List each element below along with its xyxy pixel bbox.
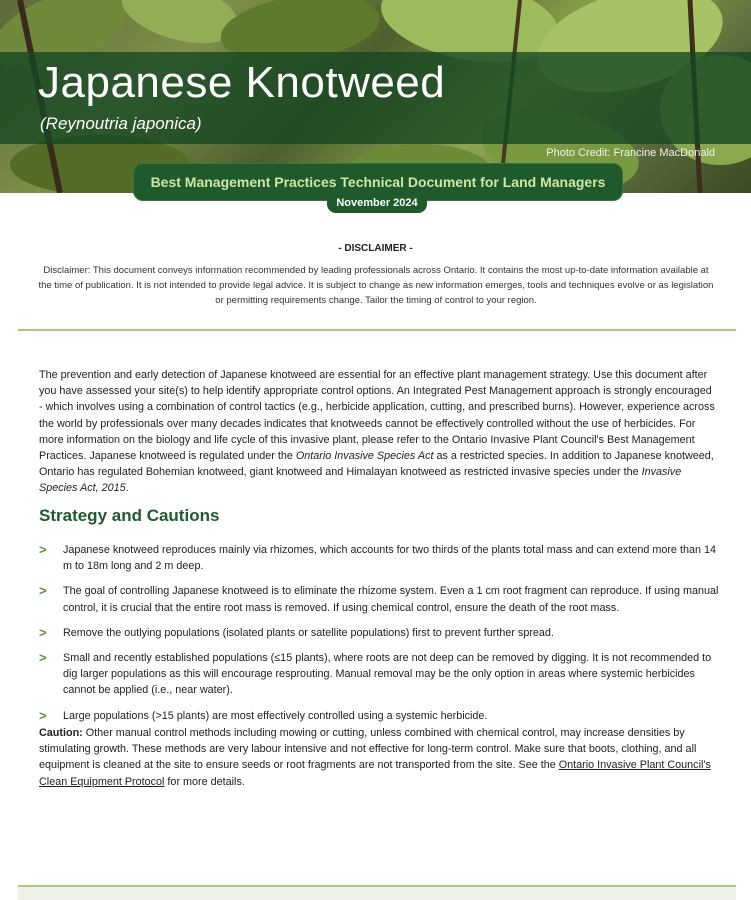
strategy-list xyxy=(39,542,719,733)
list-item: > Large populations (>15 plants) are most effectively controlled using a systemic herbicide. xyxy=(39,707,488,723)
list-item: > The goal of controlling Japanese knotweed is to eliminate the rhizome system. Even a 1 cm root fragment can reproduce. If using manual control, it is crucial that the entire root mass is removed. If using chemical control, ensure the death of the root mass. xyxy=(39,583,719,614)
clean-equipment-protocol-link[interactable]: Ontario Invasive Plant Council's Clean Equipment Protocol xyxy=(39,759,711,788)
disclaimer-heading: - DISCLAIMER - xyxy=(338,243,413,254)
act-name: Ontario Invasive Species Act xyxy=(295,450,434,463)
caution-label: Caution: xyxy=(39,727,83,739)
document-type-banner: Best Management Practices Technical Document for Land Managers xyxy=(133,163,623,201)
caution-paragraph: Caution: Other manual control methods including mowing or cutting, unless combined with chemical control, may increase densities by stimulating growth. These methods are very labour intensive and not effective for long-term control. Make sure that boots, clothing, and all equipment is cleaned at the site to ensure seeds or root fragments are not transported from the site. See the Ontario Invasive Plant Council's Clean Equipment Protocol for more details. xyxy=(39,727,711,788)
section-heading-strategy: Strategy and Cautions xyxy=(39,506,220,525)
chevron-right-icon: > xyxy=(39,542,47,557)
list-item: > Japanese knotweed reproduces mainly via rhizomes, which accounts for two thirds of the plants total mass and can extend more than 14 m to 18m long and 2 m deep. xyxy=(39,542,716,573)
chevron-right-icon: > xyxy=(39,650,47,666)
divider xyxy=(18,329,736,331)
act-name: Invasive Species Act, 2015 xyxy=(39,466,682,495)
chevron-right-icon: > xyxy=(39,707,47,723)
chevron-right-icon: > xyxy=(39,624,47,640)
footer-band xyxy=(18,885,736,900)
chevron-right-icon: > xyxy=(39,583,47,599)
scientific-name: (Reynoutria japonica) xyxy=(40,114,202,133)
page-title: Japanese Knotweed xyxy=(38,58,446,107)
list-item: > Small and recently established populations (≤15 plants), where roots are not deep can be removed by digging. It is not recommended to dig larger populations as this will encourage resprouting. Manual removal may be the only option in areas where systemic herbicides cannot be applied (i.e., near water). xyxy=(39,650,712,697)
footer-divider xyxy=(18,885,736,887)
list-item: > Remove the outlying populations (isolated plants or satellite populations) first to prevent further spread. xyxy=(39,624,554,640)
intro-paragraph: The prevention and early detection of Japanese knotweed are essential for an effective plant management strategy. Use this document after you have assessed your site(s) to help identify appropriate control options. An Integrated Pest Management approach is strongly encouraged - which involves using a combination of control tactics (e.g., herbicide application, cutting, and prescribed burns). However, experience across the world by professionals over many decades indicates that knotweeds cannot be effectively controlled without the use of herbicides. For more information on the biology and life cycle of this invasive plant, please refer to the Ontario Invasive Plant Council's Best Management Practices. Japanese knotweed is regulated under the Ontario Invasive Species Act as a restricted species. In addition to Japanese knotweed, Ontario has regulated Bohemian knotweed, giant knotweed and Himalayan knotweed as restricted invasive species under the Invasive Species Act, 2015. xyxy=(39,369,715,495)
publication-date: November 2024 xyxy=(327,192,427,213)
disclaimer-text: Disclaimer: This document conveys information recommended by leading professionals across Ontario. It contains the most up-to-date information available at the time of publication. It is not intended to provide legal advice. It is subject to change as new information emerges, tools and techniques evolve or as legislation or permitting requirements change. Tailor the timing of control to your region. xyxy=(38,265,714,306)
photo-credit: Photo Credit: Francine MacDonald xyxy=(546,147,715,159)
